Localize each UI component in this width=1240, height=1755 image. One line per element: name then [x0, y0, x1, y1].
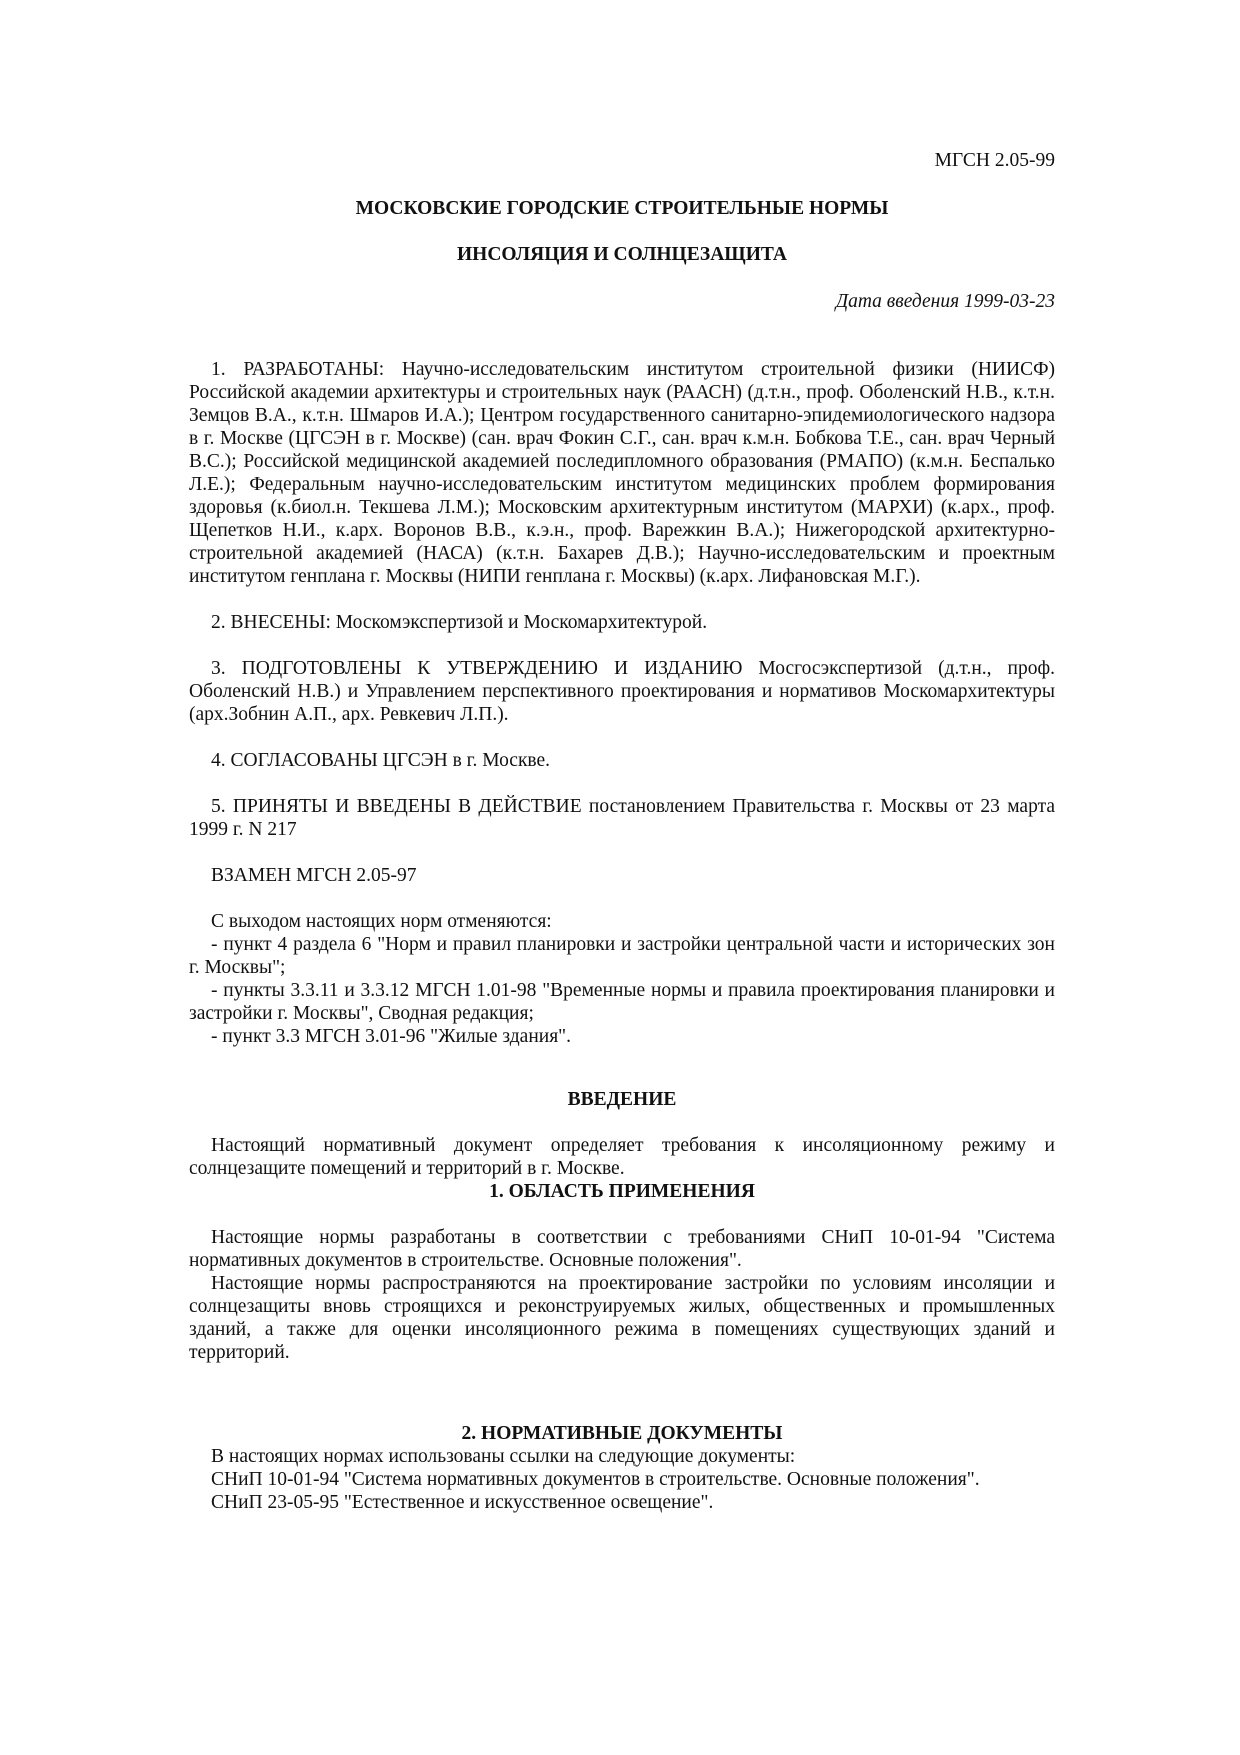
preface-item-5: 5. ПРИНЯТЫ И ВВЕДЕНЫ В ДЕЙСТВИЕ постановлением Правительства г. Москвы от 23 марта 1999 г. N 217	[189, 796, 1055, 840]
preface-item-2: 2. ВНЕСЕНЫ: Москомэкспертизой и Москомархитектурой.	[211, 612, 708, 633]
section-2-reference-2: СНиП 23-05-95 "Естественное и искусственное освещение".	[211, 1492, 714, 1513]
preface-item-4: 4. СОГЛАСОВАНЫ ЦГСЭН в г. Москве.	[211, 750, 551, 771]
replaces-note: ВЗАМЕН МГСН 2.05-97	[211, 865, 417, 886]
cancel-intro: С выходом настоящих норм отменяются:	[211, 911, 552, 932]
intro-text: Настоящий нормативный документ определяет требования к инсоляционному режиму и солнцезащите помещений и территорий в г. Москве.	[189, 1135, 1055, 1179]
cancel-item-1: - пункт 4 раздела 6 "Норм и правил планировки и застройки центральной части и исторических зон г. Москвы";	[189, 934, 1055, 978]
preface-item-1: 1. РАЗРАБОТАНЫ: Научно-исследовательским институтом строительной физики (НИИСФ) Российской академии архитектуры и строительных наук (РААСН) (д.т.н., проф. Оболенский Н.В., к.т.н. Земцов В.А., к.т.н. Шмаров И.А.); Центром государственного санитарно-эпидемиологического надзора в г. Москве (ЦГСЭН в г. Москве) (сан. врач Фокин С.Г., сан. врач к.м.н. Бобкова Т.Е., сан. врач Черный В.С.); Российской медицинской академией последипломного образования (РМАПО) (к.м.н. Беспалько Л.Е.); Федеральным научно-исследовательским институтом медицинских проблем формирования здоровья (к.биол.н. Текшева Л.М.); Московским архитектурным институтом (МАРХИ) (к.арх., проф. Щепетков Н.И., к.арх. Воронов В.В., к.э.н., проф. Варежкин В.А.); Нижегородской архитектурно-строительной академией (НАСА) (к.т.н. Бахарев Д.В.); Научно-исследовательским и проектным институтом генплана г. Москвы (НИПИ генплана г. Москвы) (к.арх. Лифановская М.Г.).	[189, 359, 1055, 587]
section-2-intro: В настоящих нормах использованы ссылки на следующие документы:	[211, 1446, 796, 1467]
cancel-item-2: - пункты 3.3.11 и 3.3.12 МГСН 1.01-98 "Временные нормы и правила проектирования планировки и застройки г. Москвы", Сводная редакция;	[189, 980, 1055, 1024]
section-1-heading: 1. ОБЛАСТЬ ПРИМЕНЕНИЯ	[489, 1181, 755, 1202]
document-subtitle: ИНСОЛЯЦИЯ И СОЛНЦЕЗАЩИТА	[456, 244, 788, 265]
section-1-paragraph-1: Настоящие нормы разработаны в соответствии с требованиями СНиП 10-01-94 "Система нормативных документов в строительстве. Основные положения".	[189, 1227, 1055, 1271]
document-body	[189, 358, 1055, 1514]
document-title: МОСКОВСКИЕ ГОРОДСКИЕ СТРОИТЕЛЬНЫЕ НОРМЫ	[355, 198, 889, 219]
effective-date: Дата введения 1999-03-23	[835, 291, 1055, 312]
cancel-item-3: - пункт 3.3 МГСН 3.01-96 "Жилые здания".	[211, 1026, 571, 1047]
preface-item-3: 3. ПОДГОТОВЛЕНЫ К УТВЕРЖДЕНИЮ И ИЗДАНИЮ Мосгосэкспертизой (д.т.н., проф. Оболенский Н.В.) и Управлением перспективного проектирования и нормативов Москомархитектуры (арх.Зобнин А.П., арх. Ревкевич Л.П.).	[189, 658, 1055, 725]
document-code: МГСН 2.05-99	[934, 150, 1055, 171]
intro-heading: ВВЕДЕНИЕ	[567, 1089, 677, 1110]
section-1-paragraph-2: Настоящие нормы распространяются на проектирование застройки по условиям инсоляции и солнцезащиты вновь строящихся и реконструируемых жилых, общественных и промышленных зданий, а также для оценки инсоляционного режима в помещениях существующих зданий и территорий.	[189, 1273, 1055, 1363]
section-2-heading: 2. НОРМАТИВНЫЕ ДОКУМЕНТЫ	[461, 1423, 783, 1444]
section-2-reference-1: СНиП 10-01-94 "Система нормативных документов в строительстве. Основные положения".	[211, 1469, 980, 1490]
